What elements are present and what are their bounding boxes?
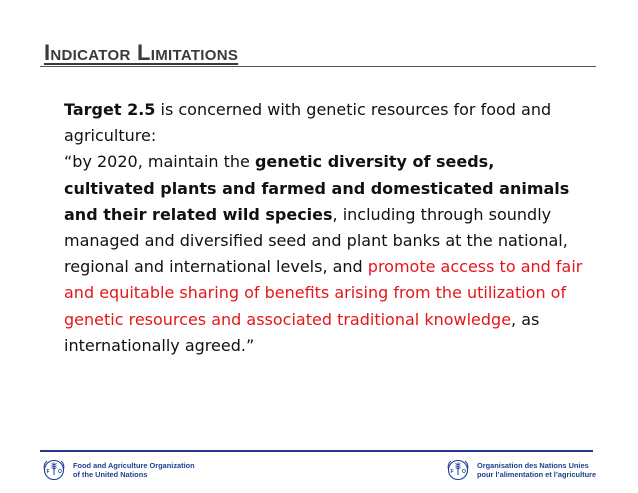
slide-title: Indicator Limitations xyxy=(44,40,239,65)
middle-text: , including through soundly managed and diversified seed and plant banks at the national, regional and international levels, and xyxy=(64,204,568,277)
svg-text:F: F xyxy=(46,469,50,475)
closing-text: , as internationally agreed.” xyxy=(64,309,540,355)
fao-name-line1: Food and Agriculture Organization xyxy=(73,461,195,470)
svg-text:F: F xyxy=(450,469,454,475)
quote-open-text: “by 2020, maintain the xyxy=(64,152,255,172)
svg-text:O: O xyxy=(58,469,62,475)
title-divider xyxy=(40,66,596,67)
footer-divider xyxy=(40,450,593,452)
fao-emblem-icon xyxy=(40,459,68,481)
fao-name-line1: Organisation des Nations Unies xyxy=(477,461,589,470)
svg-text:O: O xyxy=(462,469,466,475)
fao-name-line2: of the United Nations xyxy=(73,470,148,479)
red-highlight-text: promote access to and fair and equitable sharing of benefits arising from the utilization of genetic resources and associated traditional knowledge xyxy=(64,257,583,329)
fao-logo-english xyxy=(40,459,195,481)
fao-name-english xyxy=(73,461,195,479)
target-intro-text: is concerned with genetic resources for food and agriculture: xyxy=(64,100,552,146)
fao-logo-french xyxy=(444,459,596,481)
fao-name-line2: pour l’alimentation et l’agriculture xyxy=(477,470,597,479)
body-paragraph xyxy=(64,97,584,359)
fao-emblem-icon xyxy=(444,459,472,481)
bold-phrase-text: genetic diversity of seeds, cultivated plants and farmed and domesticated animals and their related wild species xyxy=(64,152,570,224)
fao-name-french xyxy=(477,461,596,479)
target-label: Target 2.5 xyxy=(64,100,156,119)
